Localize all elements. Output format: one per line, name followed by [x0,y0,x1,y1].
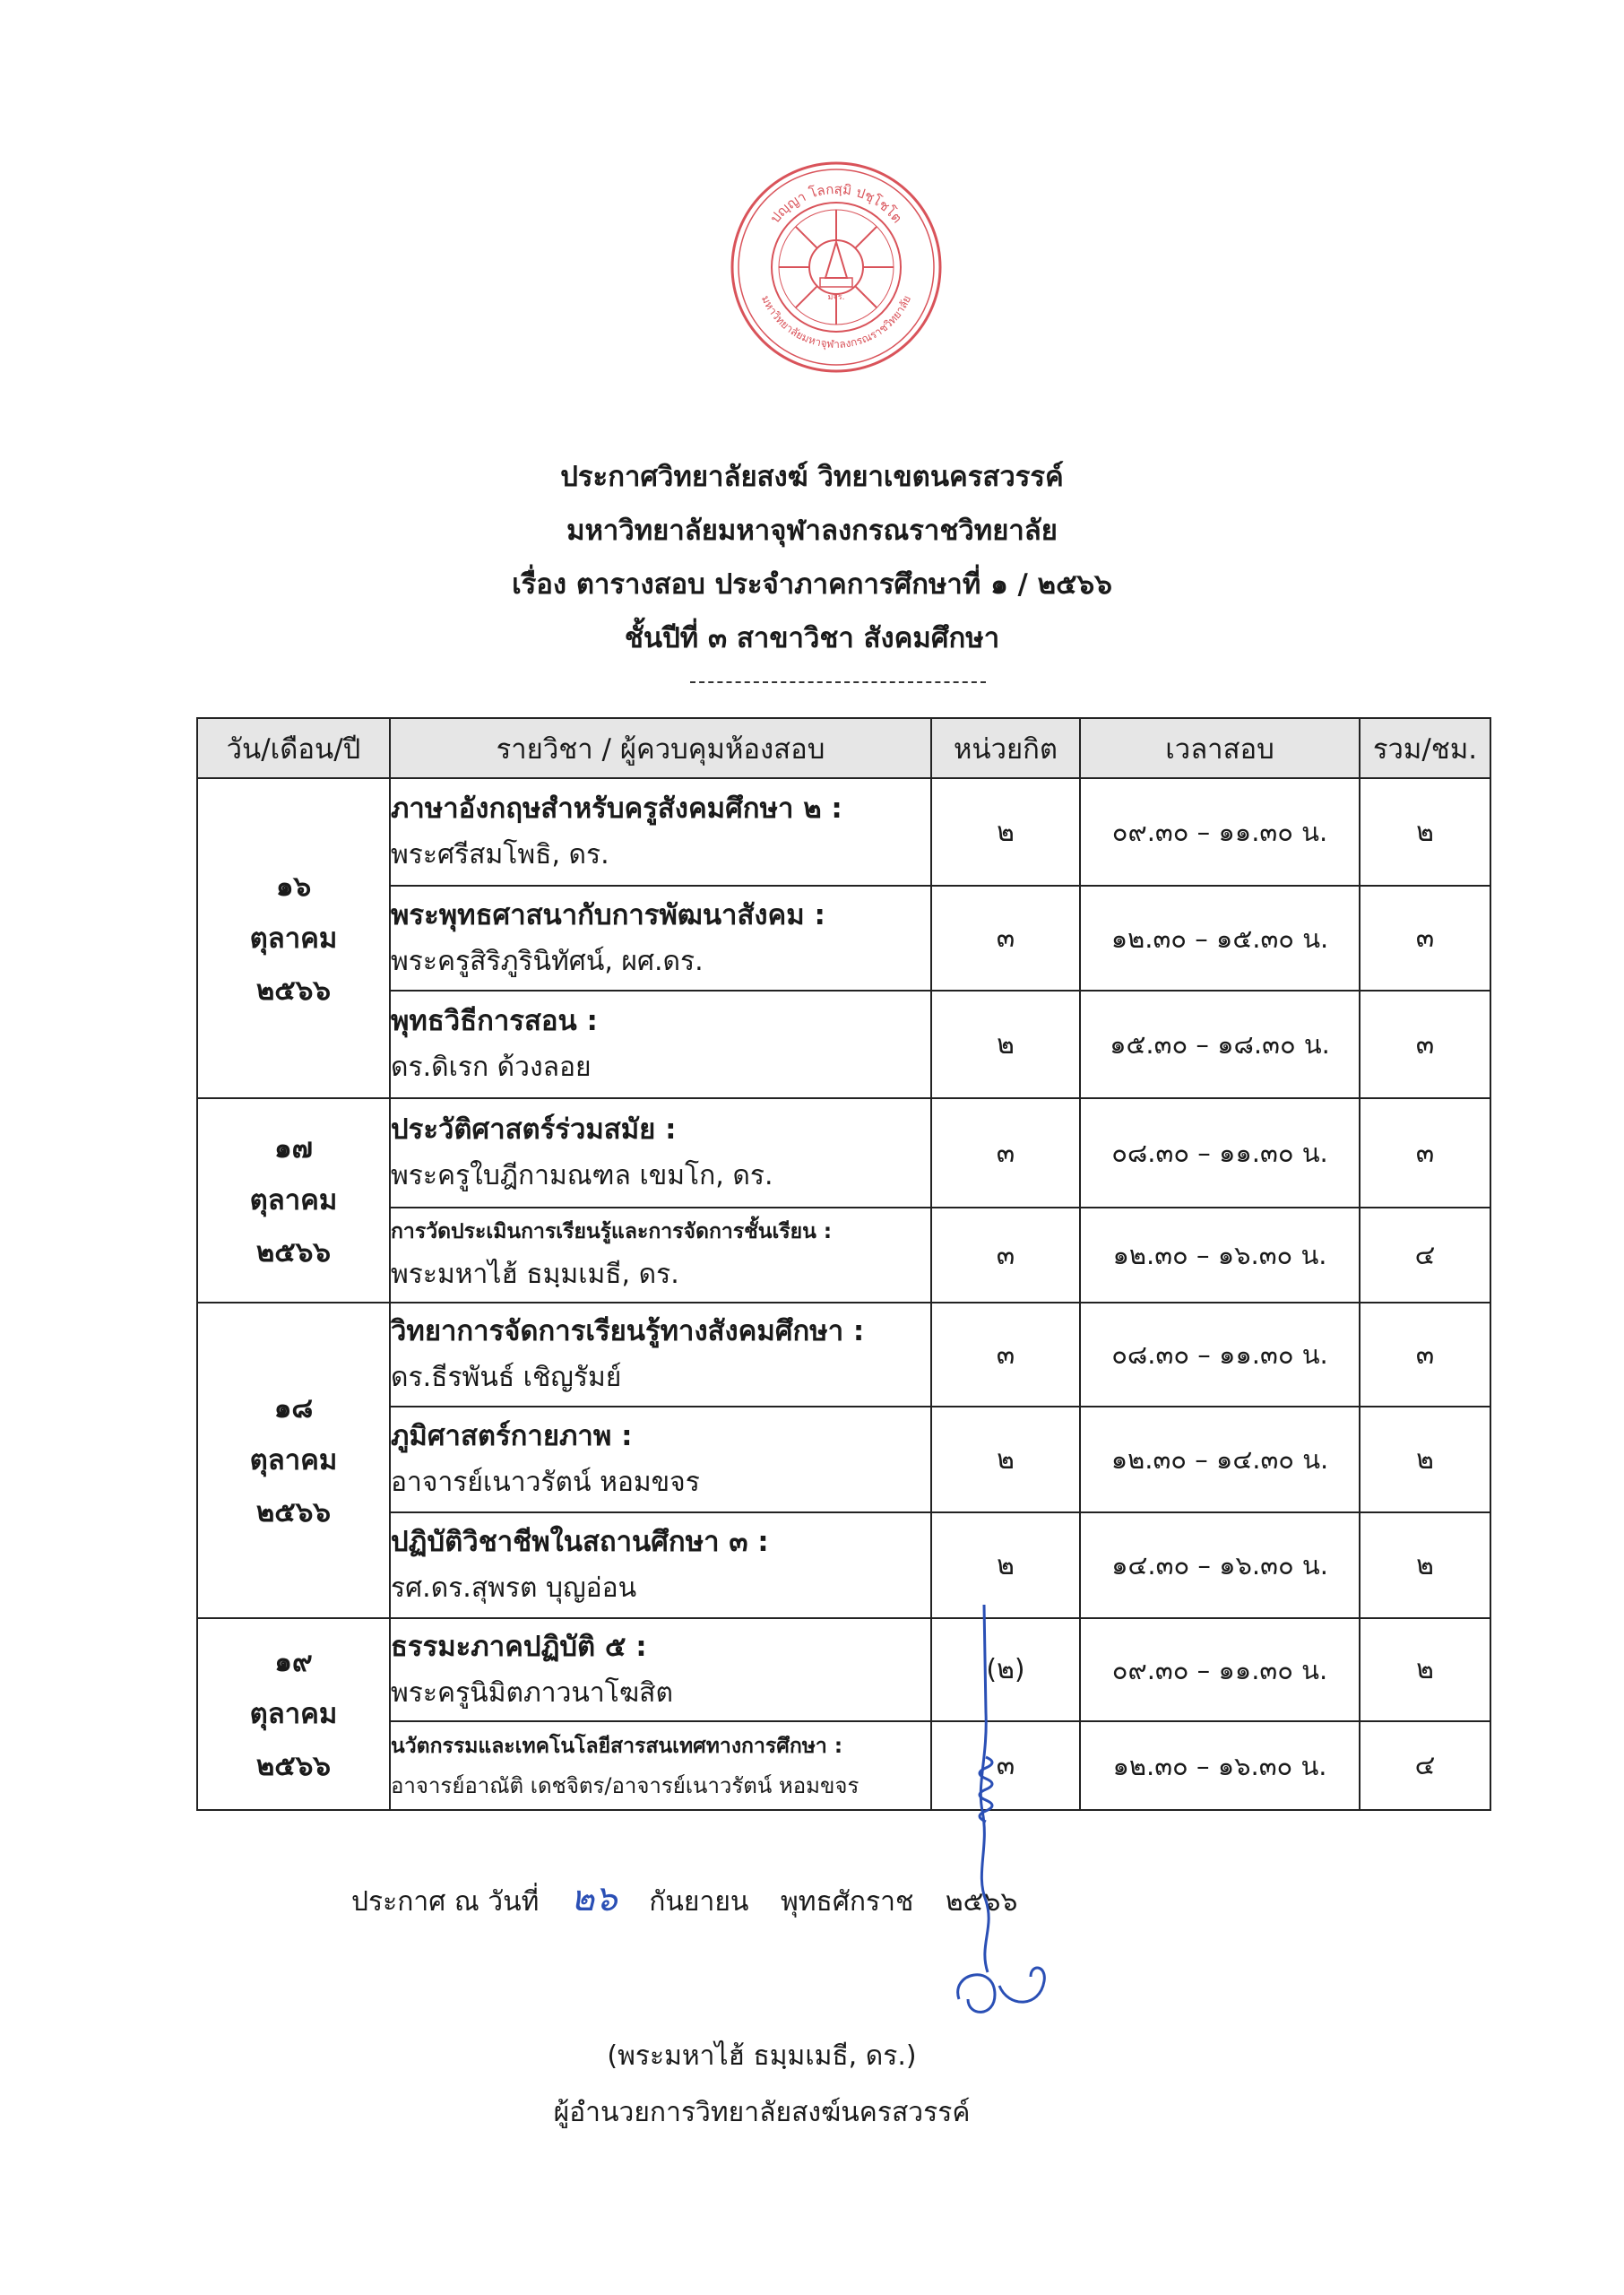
hours-cell: ๓ [1360,991,1490,1098]
date-day: ๑๙ [274,1646,313,1678]
proctor-name: รศ.ดร.สุพรต บุญอ่อน [391,1572,637,1604]
date-year: ๒๕๖๖ [255,974,332,1007]
hours-cell: ๒ [1360,1618,1490,1721]
credits-cell: ๒ [931,778,1080,886]
credits-cell: ๓ [931,1721,1080,1810]
date-day: ๑๖ [275,870,312,903]
hours-cell: ๓ [1360,886,1490,991]
date-year: ๒๕๖๖ [255,1750,332,1782]
exam-time-cell: ๐๙.๓๐ – ๑๑.๓๐ น. [1080,778,1360,886]
table-row [197,1407,1490,1512]
credits-cell: ๓ [931,1208,1080,1303]
date-month: ตุลาคม [249,1444,338,1477]
course-cell [390,1208,931,1303]
university-seal-logo [729,160,944,375]
column-header-course: รายวิชา / ผู้ควบคุมห้องสอบ [390,718,931,778]
course-name: นวัตกรรมและเทคโนโลยีสารสนเทศทางการศึกษา : [391,1734,843,1758]
table-row [197,1098,1490,1208]
date-cell [197,1098,390,1303]
course-cell [390,1512,931,1618]
course-cell [390,778,931,886]
proctor-name: พระครูนิมิตภาวนาโฆสิต [391,1676,673,1709]
course-cell [390,1303,931,1407]
table-header-row [197,718,1490,778]
proctor-name: พระศรีสมโพธิ, ดร. [391,839,609,870]
date-cell [197,778,390,1098]
table-row [197,1303,1490,1407]
column-header-credits: หน่วยกิต [931,718,1080,778]
table-row [197,1512,1490,1618]
table-row [197,991,1490,1098]
course-cell [390,886,931,991]
table-row [197,778,1490,886]
course-name: วิทยาการจัดการเรียนรู้ทางสังคมศึกษา : [391,1315,865,1347]
svg-text:มหาวิทยาลัยมหาจุฬาลงกรณราชวิทย: มหาวิทยาลัยมหาจุฬาลงกรณราชวิทยาลัย [758,293,914,351]
credits-cell: ๒ [931,1512,1080,1618]
credits-cell: ๓ [931,886,1080,991]
proctor-name: พระครูใบฎีกามณฑล เขมโก, ดร. [391,1160,773,1191]
hours-cell: ๒ [1360,1407,1490,1512]
proctor-name: อาจารย์เนาวรัตน์ หอมขจร [391,1467,700,1498]
exam-time-cell: ๑๒.๓๐ – ๑๖.๓๐ น. [1080,1208,1360,1303]
date-month: ตุลาคม [249,1698,338,1730]
date-cell [197,1618,390,1810]
credits-cell: ๓ [931,1303,1080,1407]
announce-year: ๒๕๖๖ [945,1886,1018,1918]
course-cell [390,1098,931,1208]
date-cell [197,1303,390,1618]
date-year: ๒๕๖๖ [255,1236,332,1269]
credits-cell: ๒ [931,991,1080,1098]
exam-schedule-table [196,717,1491,1811]
column-header-date: วัน/เดือน/ปี [197,718,390,778]
course-cell [390,991,931,1098]
header-line-4: ชั้นปีที่ ๓ สาขาวิชา สังคมศึกษา [624,622,1000,654]
proctor-name: อาจารย์อาณัติ เดชจิตร/อาจารย์เนาวรัตน์ หอมขจร [391,1772,860,1798]
exam-time-cell: ๑๒.๓๐ – ๑๕.๓๐ น. [1080,886,1360,991]
date-month: ตุลาคม [249,1184,338,1217]
exam-time-cell: ๐๙.๓๐ – ๑๑.๓๐ น. [1080,1618,1360,1721]
date-day: ๑๗ [274,1132,313,1165]
table-row [197,1721,1490,1810]
column-header-time: เวลาสอบ [1080,718,1360,778]
exam-time-cell: ๑๔.๓๐ – ๑๖.๓๐ น. [1080,1512,1360,1618]
proctor-name: พระครูสิริภูรินิทัศน์, ผศ.ดร. [391,945,704,977]
announce-era: พุทธศักราช [780,1886,914,1918]
proctor-name: ดร.ธีรพันธ์ เชิญรัมย์ [391,1362,622,1393]
table-row [197,1618,1490,1721]
course-name: พุทธวิธีการสอน : [391,1005,598,1037]
course-name: ธรรมะภาคปฏิบัติ ๕ : [391,1630,647,1663]
proctor-name: พระมหาไฮ้ ธมฺมเมธี, ดร. [391,1259,679,1290]
exam-time-cell: ๑๒.๓๐ – ๑๔.๓๐ น. [1080,1407,1360,1512]
header-divider [690,681,986,683]
exam-time-cell: ๑๕.๓๐ – ๑๘.๓๐ น. [1080,991,1360,1098]
course-name: พระพุทธศาสนากับการพัฒนาสังคม : [391,898,825,931]
date-year: ๒๕๖๖ [255,1496,332,1529]
credits-cell: (๒) [931,1618,1080,1721]
announce-month: กันยายน [649,1886,749,1918]
handwritten-signature [923,1578,1084,2044]
hours-cell: ๒ [1360,1512,1490,1618]
course-name: ภูมิศาสตร์กายภาพ : [391,1420,633,1452]
course-cell [390,1618,931,1721]
header-line-1: ประกาศวิทยาลัยสงฆ์ วิทยาเขตนครสวรรค์ [560,461,1064,493]
proctor-name: ดร.ดิเรก ด้วงลอย [391,1052,592,1083]
course-name: ปฏิบัติวิชาชีพในสถานศึกษา ๓ : [391,1526,769,1558]
announce-prefix: ประกาศ ณ วันที่ [351,1886,540,1918]
exam-time-cell: ๐๘.๓๐ – ๑๑.๓๐ น. [1080,1303,1360,1407]
course-cell [390,1721,931,1810]
table-row [197,886,1490,991]
course-name: ภาษาอังกฤษสำหรับครูสังคมศึกษา ๒ : [391,792,842,825]
hours-cell: ๔ [1360,1208,1490,1303]
signer-title: ผู้อำนวยการวิทยาลัยสงฆ์นครสวรรค์ [553,2097,971,2128]
exam-time-cell: ๐๘.๓๐ – ๑๑.๓๐ น. [1080,1098,1360,1208]
signer-name: (พระมหาไฮ้ ธมฺมเมธี, ดร.) [607,2040,917,2072]
date-day: ๑๘ [273,1392,314,1425]
svg-text:มจร.: มจร. [827,293,845,302]
announcement-header [0,450,1624,665]
course-name: การวัดประเมินการเรียนรู้และการจัดการชั้นเรียน : [391,1220,833,1243]
header-line-3: เรื่อง ตารางสอบ ประจำภาคการศึกษาที่ ๑ / ๒๕๖๖ [512,568,1112,601]
date-month: ตุลาคม [249,922,338,955]
hours-cell: ๓ [1360,1098,1490,1208]
column-header-hours: รวม/ชม. [1360,718,1490,778]
exam-time-cell: ๑๒.๓๐ – ๑๖.๓๐ น. [1080,1721,1360,1810]
credits-cell: ๓ [931,1098,1080,1208]
hours-cell: ๒ [1360,778,1490,886]
hours-cell: ๔ [1360,1721,1490,1810]
svg-text:ปญฺญา โลกสฺมิ ปชฺโชโต: ปญฺญา โลกสฺมิ ปชฺโชโต [766,180,906,227]
course-name: ประวัติศาสตร์ร่วมสมัย : [391,1113,677,1146]
header-line-2: มหาวิทยาลัยมหาจุฬาลงกรณราชวิทยาลัย [566,515,1058,547]
announce-day: ๒๖ [570,1878,618,1919]
credits-cell: ๒ [931,1407,1080,1512]
hours-cell: ๓ [1360,1303,1490,1407]
table-row [197,1208,1490,1303]
course-cell [390,1407,931,1512]
